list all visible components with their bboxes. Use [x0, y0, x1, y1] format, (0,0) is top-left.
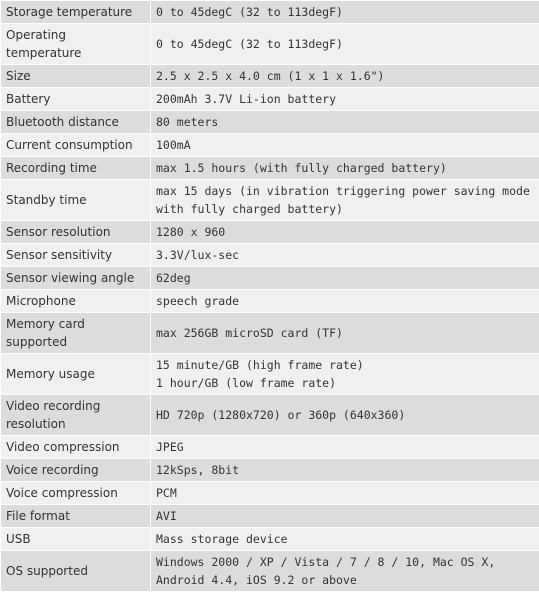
spec-value: max 1.5 hours (with fully charged battery) [151, 157, 539, 180]
spec-value: 200mAh 3.7V Li-ion battery [151, 88, 539, 111]
spec-label: Battery [1, 88, 151, 111]
table-row [1, 354, 539, 395]
spec-label: Voice compression [1, 482, 151, 505]
table-row [1, 290, 539, 313]
table-row [1, 1, 539, 24]
table-row [1, 180, 539, 221]
spec-value: AVI [151, 505, 539, 528]
table-row [1, 244, 539, 267]
spec-value-line: 15 minute/GB (high frame rate) [156, 356, 533, 374]
spec-label: Standby time [1, 180, 151, 221]
spec-value: 62deg [151, 267, 539, 290]
spec-value-line: 1 hour/GB (low frame rate) [156, 374, 533, 392]
table-row [1, 88, 539, 111]
spec-value: 1280 x 960 [151, 221, 539, 244]
table-row [1, 65, 539, 88]
spec-label: Video recording resolution [1, 395, 151, 436]
table-row [1, 528, 539, 551]
table-row [1, 436, 539, 459]
spec-label: Sensor resolution [1, 221, 151, 244]
spec-value: max 256GB microSD card (TF) [151, 313, 539, 354]
spec-label: Recording time [1, 157, 151, 180]
spec-label: Current consumption [1, 134, 151, 157]
table-row [1, 267, 539, 290]
table-row [1, 157, 539, 180]
spec-label: Memory card supported [1, 313, 151, 354]
spec-label: Memory usage [1, 354, 151, 395]
table-row [1, 221, 539, 244]
spec-value: JPEG [151, 436, 539, 459]
table-row [1, 134, 539, 157]
spec-value: HD 720p (1280x720) or 360p (640x360) [151, 395, 539, 436]
table-row [1, 111, 539, 134]
spec-value: Mass storage device [151, 528, 539, 551]
spec-label: Storage temperature [1, 1, 151, 24]
spec-label: USB [1, 528, 151, 551]
table-row [1, 505, 539, 528]
spec-label: Bluetooth distance [1, 111, 151, 134]
spec-label: Operating temperature [1, 24, 151, 65]
spec-value: 0 to 45degC (32 to 113degF) [151, 1, 539, 24]
spec-value: 80 meters [151, 111, 539, 134]
spec-value: max 15 days (in vibration triggering power saving mode with fully charged battery) [151, 180, 539, 221]
spec-value: 0 to 45degC (32 to 113degF) [151, 24, 539, 65]
spec-value: Windows 2000 / XP / Vista / 7 / 8 / 10, Mac OS X, Android 4.4, iOS 9.2 or above [151, 551, 539, 592]
spec-value: speech grade [151, 290, 539, 313]
spec-value: PCM [151, 482, 539, 505]
spec-value: 12kSps, 8bit [151, 459, 539, 482]
spec-label: File format [1, 505, 151, 528]
spec-label: Video compression [1, 436, 151, 459]
table-row [1, 313, 539, 354]
table-row [1, 482, 539, 505]
spec-value [151, 354, 539, 395]
table-row [1, 395, 539, 436]
spec-label: Voice recording [1, 459, 151, 482]
spec-value: 100mA [151, 134, 539, 157]
spec-label: Size [1, 65, 151, 88]
spec-label: Microphone [1, 290, 151, 313]
spec-value: 2.5 x 2.5 x 4.0 cm (1 x 1 x 1.6") [151, 65, 539, 88]
table-row [1, 24, 539, 65]
spec-label: Sensor viewing angle [1, 267, 151, 290]
spec-label: OS supported [1, 551, 151, 592]
spec-value: 3.3V/lux-sec [151, 244, 539, 267]
table-row [1, 459, 539, 482]
table-row [1, 551, 539, 592]
spec-label: Sensor sensitivity [1, 244, 151, 267]
